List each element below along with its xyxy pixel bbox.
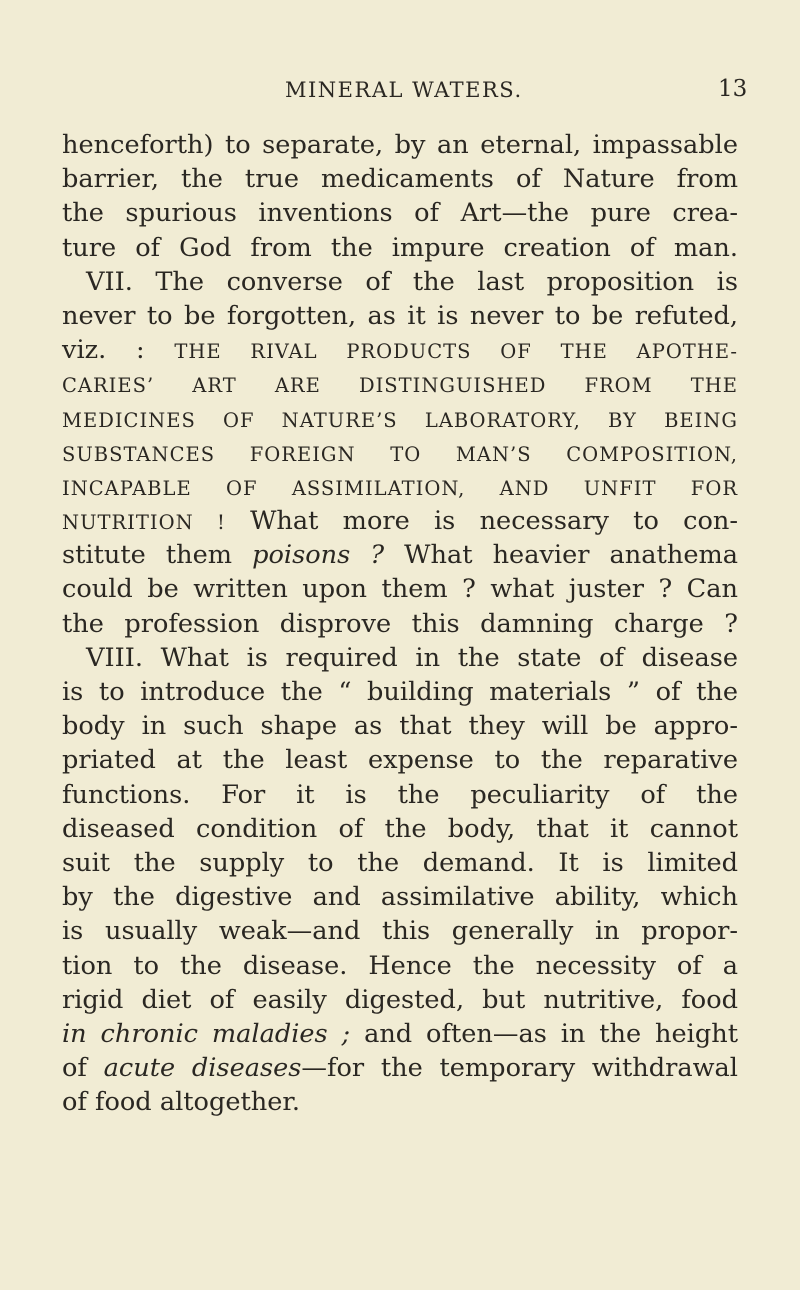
text-line — [62, 1051, 738, 1085]
running-head: MINERAL WATERS. — [285, 78, 523, 102]
viz-text: viz. : — [62, 335, 145, 366]
small-caps-text: INCAPABLE OF ASSIMILATION, AND UNFIT FOR — [62, 476, 738, 500]
text-line: functions. For it is the peculiarity of the — [62, 779, 738, 810]
text-line: is usually weak—and this generally in propor- — [62, 916, 738, 947]
text-line: henceforth) to separate, by an eternal, impassable — [62, 130, 738, 160]
text-line: is to introduce the “ building materials ” of the — [62, 677, 738, 707]
italic-text: in chronic maladies ; — [62, 1018, 351, 1049]
text-line: the profession disprove this damning charge ? — [62, 608, 738, 639]
text-line: suit the supply to the demand. It is limited — [62, 847, 738, 878]
text-line: rigid diet of easily digested, but nutritive, food — [62, 984, 738, 1015]
italic-text: acute diseases — [103, 1053, 302, 1084]
text-line: of food altogether. — [62, 1087, 300, 1118]
text-segment: What more is necessary to con- — [250, 506, 738, 537]
text-segment: and often—as in the height — [364, 1018, 738, 1049]
text-line — [62, 436, 738, 470]
text-segment: What heavier anathema — [404, 540, 738, 571]
text-line: diseased condition of the body, that it cannot — [62, 813, 738, 844]
text-line: priated at the least expense to the reparative — [62, 745, 738, 776]
text-line — [62, 470, 738, 504]
body-text — [62, 128, 738, 1119]
text-line — [62, 538, 738, 572]
text-line: by the digestive and assimilative ability, which — [62, 882, 738, 913]
text-segment: stitute them — [62, 540, 233, 571]
text-line: VIII. What is required in the state of disease — [86, 642, 738, 673]
text-line — [62, 1017, 738, 1051]
text-line — [62, 402, 738, 436]
small-caps-text: CARIES’ ART ARE DISTINGUISHED FROM THE — [62, 374, 738, 398]
text-line — [62, 333, 738, 367]
small-caps-text: THE RIVAL PRODUCTS OF THE APOTHE- — [174, 340, 739, 364]
text-line — [62, 504, 738, 538]
text-segment: of — [62, 1053, 87, 1084]
page-number: 13 — [718, 76, 748, 102]
text-line — [62, 367, 738, 401]
text-line: never to be forgotten, as it is never to be refuted, — [62, 300, 738, 331]
text-line: ture of God from the impure creation of man. — [62, 232, 738, 263]
small-caps-text: MEDICINES OF NATURE’S LABORATORY, BY BEING — [62, 408, 738, 432]
text-line: tion to the disease. Hence the necessity of a — [62, 950, 738, 981]
text-segment: —for the temporary withdrawal — [301, 1053, 738, 1084]
text-line: barrier, the true medicaments of Nature from — [62, 164, 738, 195]
small-caps-text: NUTRITION ! — [62, 511, 226, 535]
text-line: body in such shape as that they will be appro- — [62, 711, 738, 742]
italic-text: poisons ? — [252, 540, 385, 571]
small-caps-text: SUBSTANCES FOREIGN TO MAN’S COMPOSITION, — [62, 442, 738, 466]
text-line: VII. The converse of the last proposition is — [86, 266, 738, 297]
text-line: could be written upon them ? what juster ? Can — [62, 574, 738, 605]
text-line: the spurious inventions of Art—the pure crea- — [62, 198, 738, 229]
